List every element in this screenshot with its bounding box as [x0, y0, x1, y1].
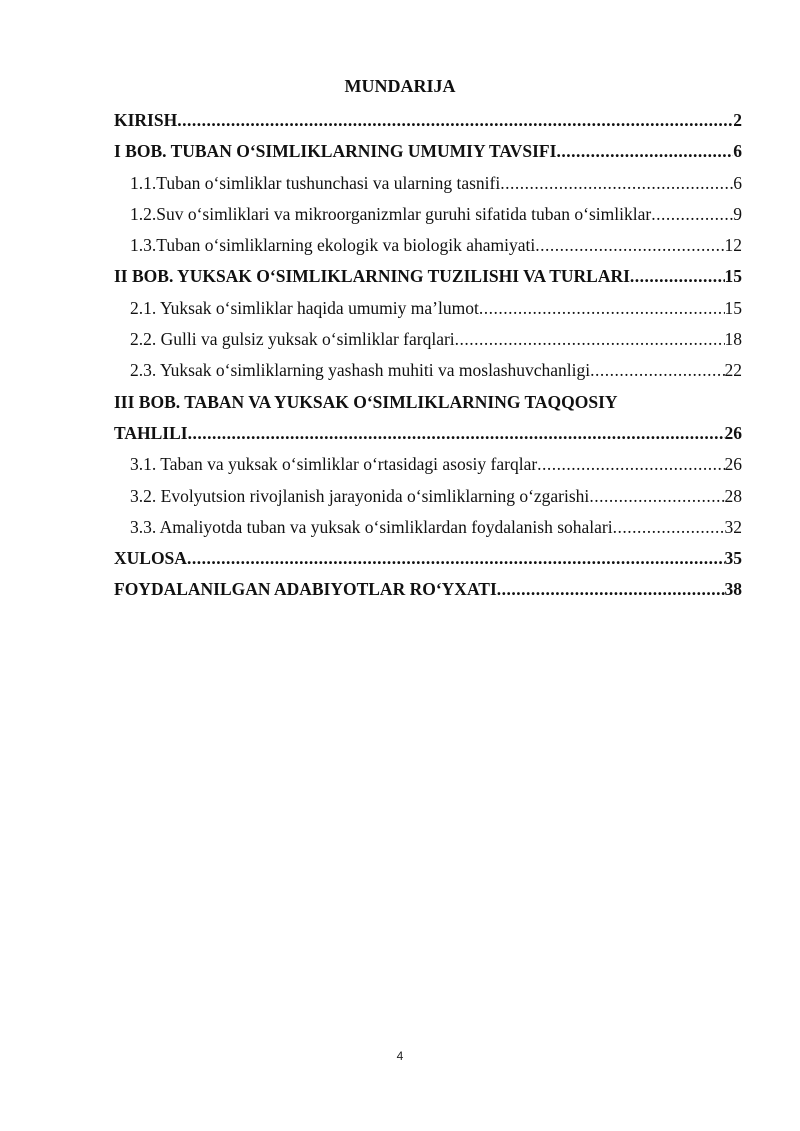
- toc-dot-leader: [630, 261, 725, 292]
- toc-entry-section-1-1[interactable]: [114, 168, 742, 199]
- page-number: 4: [396, 1049, 404, 1063]
- toc-entry-section-1-2[interactable]: [114, 199, 742, 230]
- toc-dot-leader: [613, 512, 725, 543]
- toc-dot-leader: [479, 293, 725, 324]
- toc-entry-section-2-1[interactable]: [114, 293, 742, 324]
- toc-dot-leader: [497, 574, 725, 605]
- toc-entry-page: 18: [724, 329, 742, 350]
- page-title: MUNDARIJA: [344, 76, 456, 96]
- toc-entry-page: 32: [724, 516, 742, 537]
- toc-dot-leader: [535, 230, 724, 261]
- toc-entry-label: 2.1. Yuksak o‘simliklar haqida umumiy ma’lumot: [130, 297, 479, 318]
- toc-entry-page: 15: [724, 266, 742, 287]
- toc-entry-label: 3.1. Taban va yuksak o‘simliklar o‘rtasidagi asosiy farqlar: [130, 454, 538, 475]
- toc-entry-page: 26: [724, 454, 742, 475]
- toc-entry-label: 2.2. Gulli va gulsiz yuksak o‘simliklar farqlari: [130, 329, 455, 350]
- toc-entry-label: KIRISH: [114, 110, 178, 130]
- toc-entry-page: 6: [733, 141, 742, 162]
- toc-entry-page: 2: [733, 110, 742, 130]
- toc-entry-kirish[interactable]: [114, 105, 742, 136]
- toc-entry-page: 22: [724, 360, 742, 381]
- toc-entry-label: XULOSA: [114, 548, 187, 569]
- toc-entry-label: Tuban o‘simliklar tushunchasi va ularning tasnifi: [156, 172, 501, 193]
- toc-dot-leader: [590, 355, 724, 386]
- toc-entry-section-2-3[interactable]: [114, 355, 742, 386]
- toc-entry-chapter-1[interactable]: [114, 136, 742, 167]
- toc-entry-label: II BOB. YUKSAK O‘SIMLIKLARNING TUZILISHI VA TURLARI: [114, 266, 630, 287]
- toc-dot-leader: [651, 199, 733, 230]
- toc-entry-label: 3.2. Evolyutsion rivojlanish jarayonida o‘simliklarning o‘zgarishi: [130, 485, 590, 506]
- toc-entry-label: 2.3. Yuksak o‘simliklarning yashash muhiti va moslashuvchanligi: [130, 360, 591, 381]
- toc-entry-page: 15: [724, 297, 742, 318]
- toc-entry-page: 38: [724, 579, 742, 600]
- toc-entry-page: 12: [724, 235, 742, 256]
- toc-entry-references[interactable]: [114, 574, 742, 605]
- toc-dot-leader: [188, 418, 725, 449]
- toc-dot-leader: [537, 449, 724, 480]
- toc-entry-number: 1.2.: [130, 203, 157, 224]
- toc-entry-chapter-3-line-1[interactable]: [114, 387, 742, 418]
- toc-dot-leader: [500, 168, 733, 199]
- toc-entry-page: 35: [724, 548, 742, 569]
- toc-entry-label: 3.3. Amaliyotda tuban va yuksak o‘simliklardan foydalanish sohalari: [130, 516, 613, 537]
- toc-entry-label: FOYDALANILGAN ADABIYOTLAR RO‘YXATI: [114, 579, 497, 600]
- toc-entry-section-3-2[interactable]: [114, 481, 742, 512]
- toc-entry-page: 26: [724, 422, 742, 443]
- toc-entry-xulosa[interactable]: [114, 543, 742, 574]
- toc-entry-page: 9: [733, 203, 742, 224]
- toc-dot-leader: [187, 543, 725, 574]
- toc-dot-leader: [589, 481, 724, 512]
- toc-dot-leader: [455, 324, 725, 355]
- toc-entry-label: Suv o‘simliklari va mikroorganizmlar guruhi sifatida tuban o‘simliklar: [156, 203, 652, 224]
- toc-dot-leader: [556, 136, 733, 167]
- toc-entry-label: TAHLILI: [114, 422, 188, 443]
- toc-entry-section-3-3[interactable]: [114, 512, 742, 543]
- toc-entry-label: Tuban o‘simliklarning ekologik va biologik ahamiyati: [156, 235, 536, 256]
- toc-entry-label: I BOB. TUBAN O‘SIMLIKLARNING UMUMIY TAVSIFI: [114, 141, 557, 162]
- toc-entry-page: 28: [724, 485, 742, 506]
- toc-entry-section-3-1[interactable]: [114, 449, 742, 480]
- toc-dot-leader: [177, 105, 733, 136]
- toc-entry-number: 1.3.: [130, 235, 157, 256]
- toc-entry-section-1-3[interactable]: [114, 230, 742, 261]
- toc-entry-page: 6: [733, 172, 742, 193]
- table-of-contents: [114, 105, 742, 606]
- toc-entry-section-2-2[interactable]: [114, 324, 742, 355]
- toc-entry-chapter-3-line-2[interactable]: [114, 418, 742, 449]
- toc-entry-chapter-2[interactable]: [114, 261, 742, 292]
- toc-entry-number: 1.1.: [130, 172, 157, 193]
- toc-entry-label: III BOB. TABAN VA YUKSAK O‘SIMLIKLARNING TAQQOSIY: [114, 391, 618, 412]
